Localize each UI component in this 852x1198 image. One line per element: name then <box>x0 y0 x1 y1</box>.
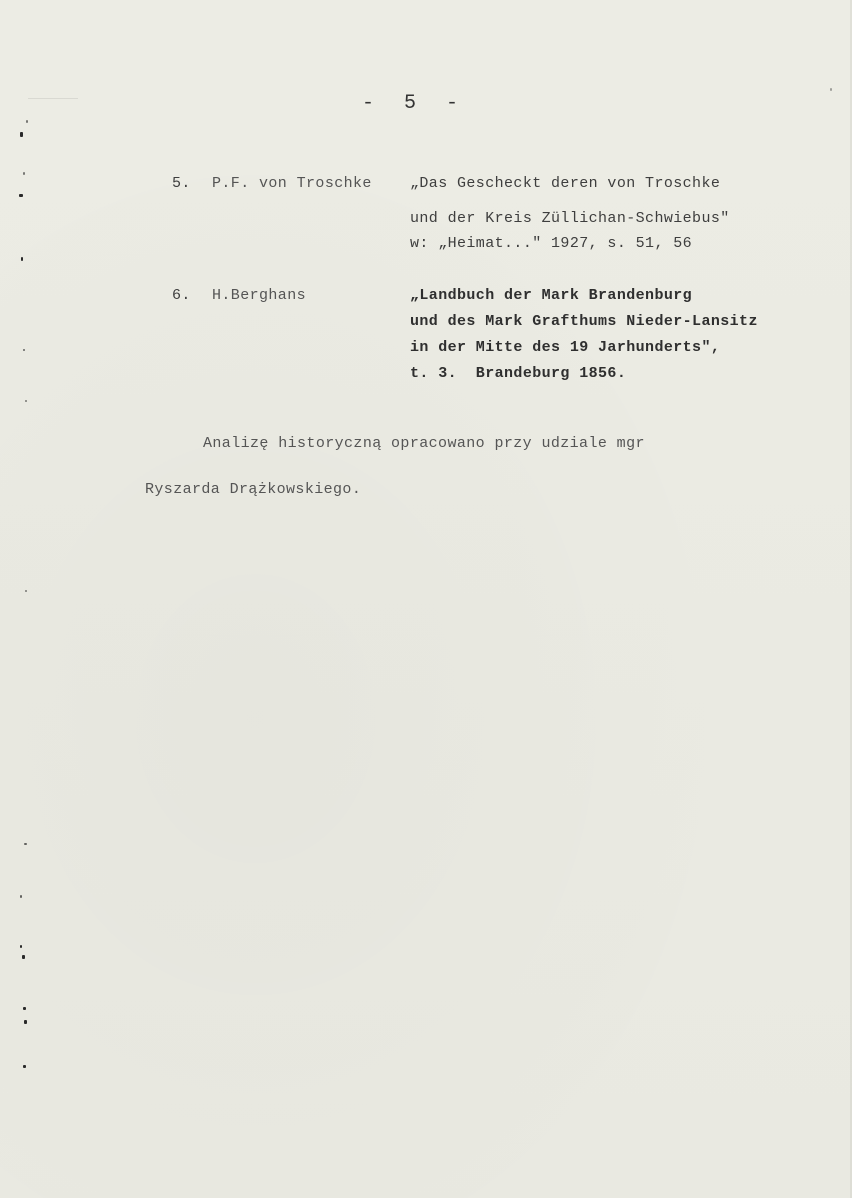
reference-title-line: in der Mitte des 19 Jarhunderts", <box>410 339 721 356</box>
reference-title-line: „Landbuch der Mark Brandenburg <box>410 287 693 304</box>
reference-author: H.Berghans <box>212 287 307 304</box>
reference-title-line: und des Mark Grafthums Nieder-Lansitz <box>410 313 758 330</box>
margin-mark <box>26 120 28 123</box>
margin-mark <box>25 400 27 402</box>
margin-mark <box>24 843 27 845</box>
reference-author: P.F. von Troschke <box>212 175 372 192</box>
closing-note-line: Analizę historyczną opracowano przy udziale mgr <box>203 435 645 452</box>
reference-number: 5. <box>172 175 191 192</box>
reference-title-line: „Das Gescheckt deren von Troschke <box>410 175 721 192</box>
margin-mark <box>24 1020 27 1024</box>
margin-mark <box>21 257 23 261</box>
margin-mark <box>25 590 27 592</box>
margin-mark <box>20 895 22 898</box>
margin-mark <box>830 88 832 91</box>
closing-note-line: Ryszarda Drążkowskiego. <box>145 481 362 498</box>
reference-title-line: und der Kreis Züllichan-Schwiebus" <box>410 210 730 227</box>
reference-number: 6. <box>172 287 191 304</box>
margin-mark <box>23 1007 26 1010</box>
margin-mark <box>22 955 25 959</box>
margin-mark <box>23 1065 26 1068</box>
margin-mark <box>23 172 25 175</box>
page-number: - 5 - <box>362 92 461 115</box>
margin-mark <box>20 945 22 948</box>
margin-mark <box>20 132 23 137</box>
scan-edge-line <box>28 98 78 99</box>
margin-mark <box>19 194 23 197</box>
reference-source-line: t. 3. Brandeburg 1856. <box>410 365 627 382</box>
margin-mark <box>23 349 25 351</box>
reference-source-line: w: „Heimat..." 1927, s. 51, 56 <box>410 235 693 252</box>
